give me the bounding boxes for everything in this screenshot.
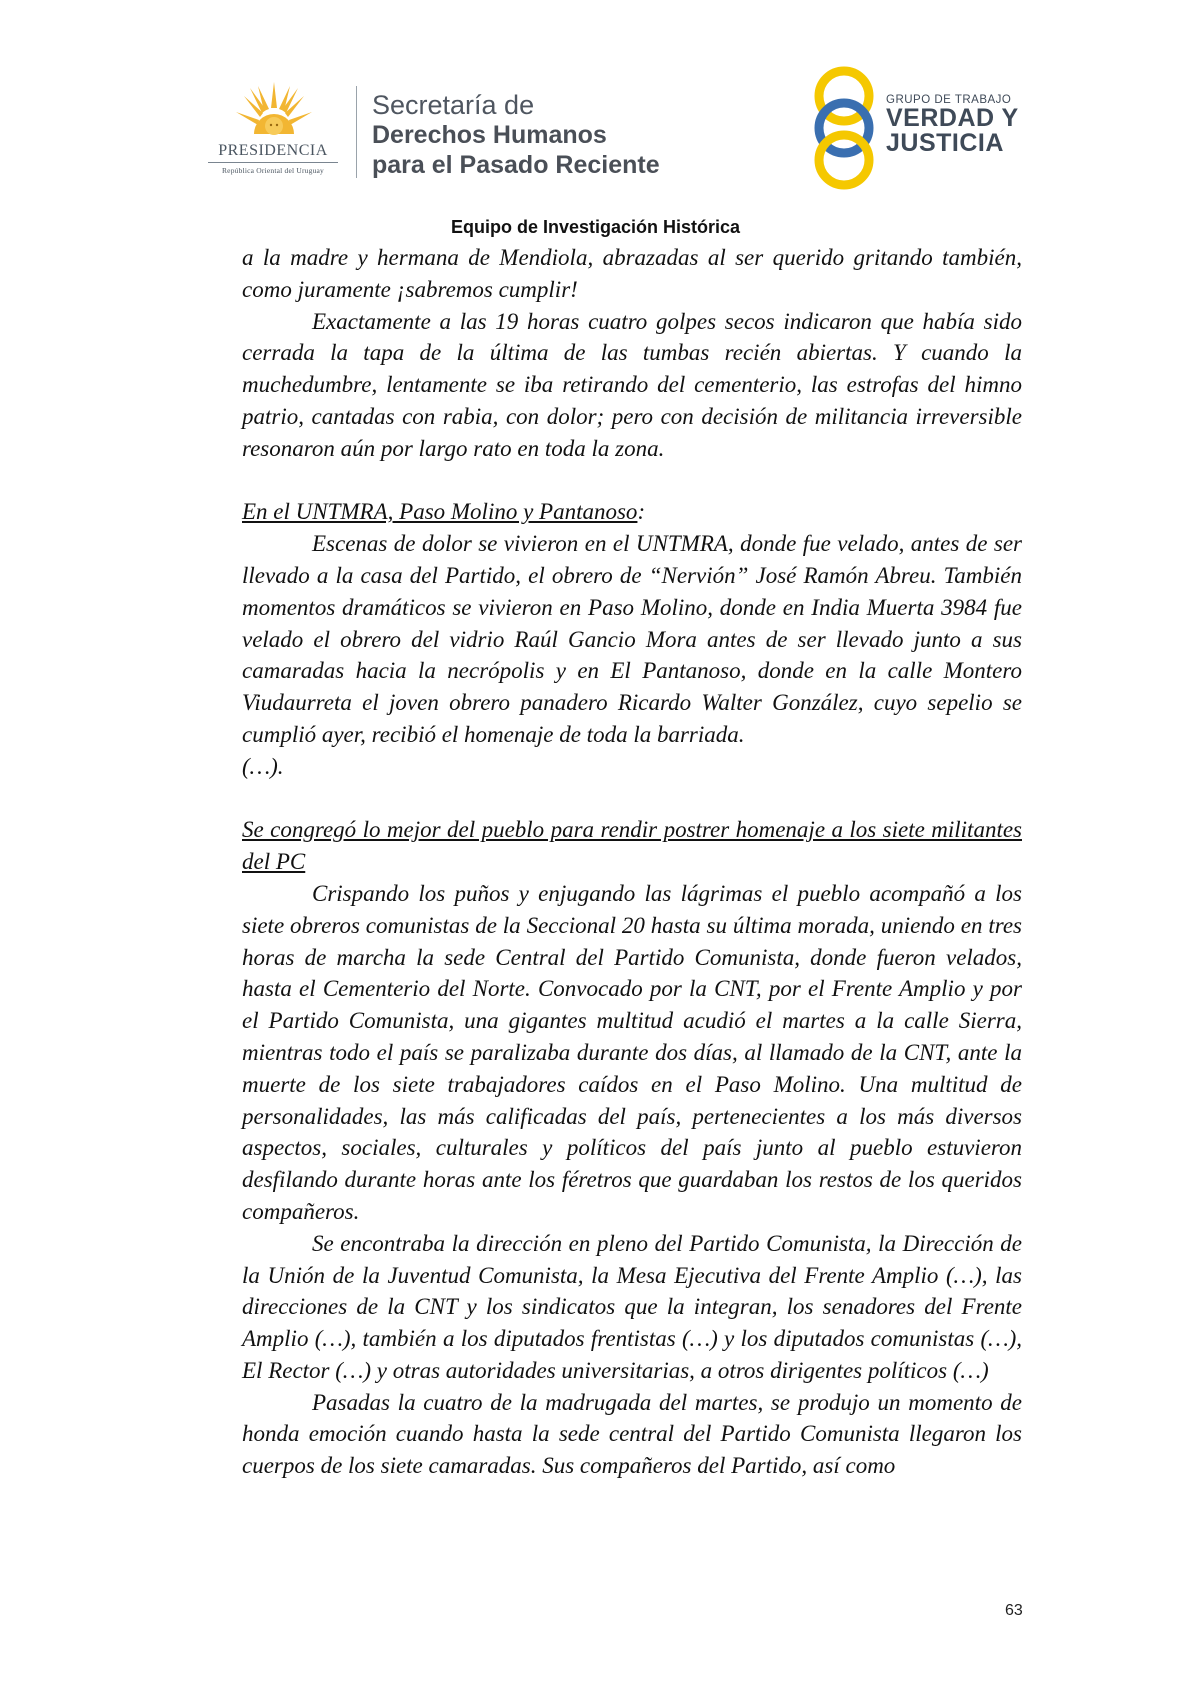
secretaria-line-2: Derechos Humanos [372,121,607,149]
section-heading-1 [242,496,1022,528]
secretaria-line-3: para el Pasado Reciente [372,151,660,179]
justicia-label: JUSTICIA [886,129,1004,157]
header-divider [356,86,357,178]
verdad-justicia-text [886,94,1019,156]
rings-icon [812,62,876,194]
verdad-justicia-logo [812,62,1022,194]
paragraph: a la madre y hermana de Mendiola, abrazadas al ser querido gritando también, como juramente ¡sabremos cumplir! [242,245,1022,302]
page-number: 63 [1005,1602,1023,1619]
spacer [242,465,1022,497]
presidencia-name: PRESIDENCIA [218,142,328,159]
team-title: Equipo de Investigación Histórica [450,217,741,237]
paragraph: Pasadas la cuatro de la madrugada del martes, se produjo un momento de honda emoción cuando hasta la sede central del Partido Comunista llegaron los cuerpos de los siete camaradas. Sus compañeros del Partido, así como [242,1389,1022,1479]
secretaria-title [372,90,660,180]
paragraph: Se encontraba la dirección en pleno del Partido Comunista, la Dirección de la Unión de la Juventud Comunista, la Mesa Ejecutiva del Frente Amplio (…), las direcciones de la CNT y los sindicatos que la integran, los senadores del Frente Amplio (…), también a los diputados frentistas (…) y los diputados comunistas (…), El Rector (…) y otras autoridades universitarias, a otros dirigentes políticos (…) [242,1230,1022,1383]
presidencia-subtitle: República Oriental del Uruguay [221,166,324,175]
section-heading-2 [242,814,1022,878]
document-body [242,242,1022,1482]
spacer [242,783,1022,815]
sun-icon [236,82,312,146]
paragraph: Crispando los puños y enjugando las lágrimas el pueblo acompañó a los siete obreros comunistas de la Seccional 20 hasta su última morada, uniendo en tres horas de marcha la sede Central del Partido Comunista, donde fueron velados, hasta el Cementerio del Norte. Convocado por la CNT, por el Frente Amplio y por el Partido Comunista, una gigantes multitud acudió el martes a la calle Sierra, mientras todo el país se paralizaba durante dos días, al llamado de la CNT, ante la muerte de los siete trabajadores caídos en el Paso Molino. Una multitud de personalidades, las más calificadas del país, pertenecientes a los más diversos aspectos, sociales, culturales y políticos del país junto al pueblo estuvieron desfilando durante horas ante los féretros que guardaban los restos de los queridos compañeros. [242,880,1022,1224]
paragraph: Escenas de dolor se vivieron en el UNTMRA, donde fue velado, antes de ser llevado a la casa del Partido, el obrero de “Nervión” José Ramón Abreu. También momentos dramáticos se vivieron en Paso Molino, donde en India Muerta 3984 fue velado el obrero del vidrio Raúl Gancio Mora antes de ser llevado junto a sus camaradas hacia la necrópolis y en El Pantanoso, donde en la calle Montero Viudaurreta el joven obrero panadero Ricardo Walter González, cuyo sepelio se cumplió ayer, recibió el homenaje de toda la barriada. [242,531,1022,747]
secretaria-line-1: Secretaría de [372,90,535,120]
grupo-label: GRUPO DE TRABAJO [886,94,1012,106]
heading-suffix: : [637,499,646,525]
presidencia-divider [208,162,338,163]
page-header [0,0,1191,237]
ellipsis: (…). [242,753,284,779]
presidencia-logo [198,82,348,182]
heading-text: En el UNTMRA, Paso Molino y Pantanoso [242,499,638,525]
paragraph: Exactamente a las 19 horas cuatro golpes secos indicaron que había sido cerrada la tapa de la última de las tumbas recién abiertas. Y cuando la muchedumbre, lentamente se iba retirando del cementerio, las estrofas del himno patrio, cantadas con rabia, con dolor; pero con decisión de militancia irreversible resonaron aún por largo rato en toda la zona. [242,308,1022,461]
verdad-label: VERDAD Y [886,104,1019,132]
heading-text: Se congregó lo mejor del pueblo para rendir postrer homenaje a los siete militantes del PC [242,817,1022,875]
